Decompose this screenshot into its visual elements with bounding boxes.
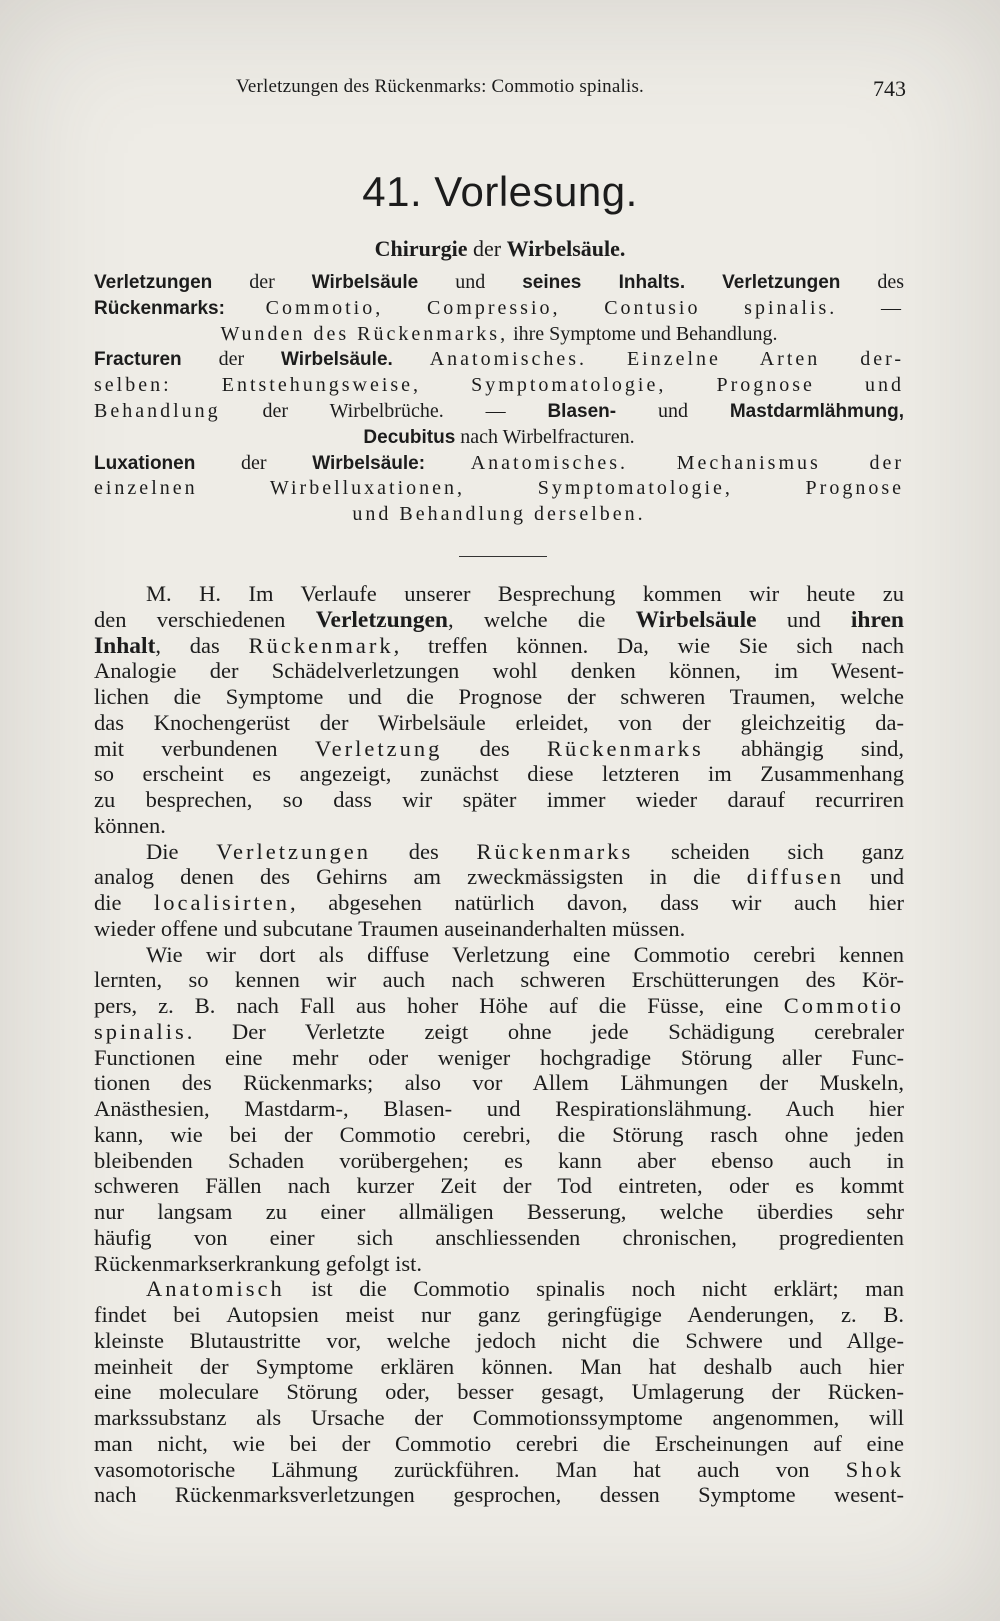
text-line — [94, 890, 904, 916]
summary-text: der Wirbelbrüche. — — [262, 399, 506, 422]
summary-text: Behandlung — [94, 399, 221, 422]
spaced-emphasis: Rückenmark — [248, 632, 394, 658]
summary-text: und Behandlung derselben. — [352, 503, 646, 526]
summary-text: einzelnen Wirbelluxationen, Symptomatologie, Prognose — [94, 477, 904, 500]
text-line: nur langsam zu einer allmäligen Besserung, welche überdies sehr — [94, 1199, 904, 1224]
chapter-summary — [94, 270, 904, 528]
spaced-emphasis: Commotio — [783, 993, 904, 1018]
text-line: kann, wie bei der Commotio cerebri, die Störung rasch ohne jeden — [94, 1121, 904, 1147]
text-run: scheiden sich ganz — [633, 838, 904, 864]
text-run: vasomotorische Lähmung zurückführen. Man hat auch von — [94, 1456, 846, 1482]
emphasis: Inhalt — [94, 632, 156, 659]
text-run: , treffen können. Da, wie Sie sich nach — [393, 632, 904, 658]
emphasis: Verletzungen — [315, 606, 448, 633]
summary-line — [94, 451, 904, 477]
summary-term: Verletzungen — [722, 272, 841, 293]
text-line — [94, 1019, 904, 1045]
summary-line — [94, 270, 904, 296]
text-line — [94, 839, 904, 865]
text-run: analog denen des Gehirns am zweckmässigsten in die — [94, 864, 747, 890]
text-run: Die — [146, 838, 217, 864]
text-run: , abgesehen natürlich davon, dass wir auch hier — [290, 890, 904, 915]
text-run: ist die Commotio spinalis noch nicht erklärt; man — [284, 1276, 904, 1302]
text-line: Rückenmarkserkrankung gefolgt ist. — [94, 1250, 423, 1276]
text-line — [94, 736, 904, 762]
text-run: . Der Verletzte zeigt ohne jede Schädigung cerebraler — [186, 1018, 904, 1044]
text-line — [94, 864, 904, 890]
summary-term: Rückenmarks: — [94, 297, 225, 319]
summary-text: der — [241, 451, 267, 474]
section-divider — [459, 556, 547, 557]
text-line: tionen des Rückenmarks; also vor Allem Lähmungen der Muskeln, — [94, 1070, 904, 1096]
summary-text: der — [218, 348, 245, 371]
summary-term: Verletzungen — [94, 272, 213, 293]
text-line — [94, 1276, 904, 1302]
text-line: kleinste Blutaustritte vor, welche jedoch nicht die Schwere und Allge- — [94, 1327, 904, 1353]
text-line: Functionen eine mehr oder weniger hochgradige Störung aller Func- — [94, 1044, 904, 1070]
text-line: Analogie der Schädelverletzungen wohl denken können, im Wesent- — [94, 658, 904, 684]
summary-text: und — [455, 271, 486, 293]
text-line: schweren Fällen nach kurzer Zeit der Tod eintreten, oder es kommt — [94, 1173, 904, 1199]
emphasis: Wirbelsäule — [635, 606, 757, 633]
text-line: Anästhesien, Mastdarm-, Blasen- und Respirationslähmung. Auch hier — [94, 1096, 904, 1121]
text-line: wieder offene und subcutane Traumen auseinanderhalten müssen. — [94, 915, 686, 941]
summary-line — [94, 502, 904, 528]
summary-line — [94, 373, 904, 399]
text-line: zu besprechen, so dass wir später immer wieder darauf recurriren — [94, 787, 904, 812]
summary-line — [94, 476, 904, 502]
summary-term: Wirbelsäule. — [281, 349, 393, 371]
text-line: meinheit der Symptome erklären können. Man hat deshalb auch hier — [94, 1353, 904, 1379]
text-line: lernten, so kennen wir auch nach schweren Erschütterungen des Kör- — [94, 967, 904, 993]
spaced-emphasis: Shok — [845, 1456, 904, 1482]
text-line — [94, 633, 904, 659]
lecture-body — [94, 581, 904, 1508]
summary-text: Anatomisches. Mechanismus der — [470, 451, 904, 474]
summary-text: des — [877, 271, 905, 293]
summary-text: und — [657, 399, 688, 422]
summary-line — [94, 296, 904, 322]
summary-term: Luxationen — [94, 452, 196, 474]
running-title: Verletzungen des Rückenmarks: Commotio spinalis. — [236, 76, 645, 97]
text-line: das Knochengerüst der Wirbelsäule erleidet, von der gleichzeitig da- — [94, 709, 904, 735]
text-line: findet bei Autopsien meist nur ganz geringfügige Aenderungen, z. B. — [94, 1302, 904, 1327]
summary-text: nach Wirbelfracturen. — [460, 425, 635, 448]
text-line: eine moleculare Störung oder, besser gesagt, Umlagerung der Rücken- — [94, 1379, 904, 1405]
text-run: mit verbundenen — [94, 735, 315, 761]
text-line: bleibenden Schaden vorübergehen; es kann aber ebenso auch in — [94, 1147, 904, 1173]
summary-text: ihre Symptome und Behandlung. — [513, 322, 778, 345]
subtitle-word: Wirbelsäule. — [506, 236, 626, 261]
text-run: , welche die — [447, 606, 636, 632]
lecture-title: 41. Vorlesung. — [362, 168, 638, 215]
summary-text: Wunden des Rückenmarks, — [220, 322, 509, 345]
summary-text: Anatomisches. Einzelne Arten der- — [429, 348, 904, 371]
summary-line — [94, 425, 904, 451]
spaced-emphasis: Verletzung — [314, 735, 443, 761]
subtitle-word: Chirurgie — [374, 236, 468, 261]
text-run: und — [756, 606, 851, 632]
text-line: man nicht, wie bei der Commotio cerebri die Erscheinungen auf eine — [94, 1430, 904, 1456]
summary-line — [94, 322, 904, 348]
summary-term: Fracturen — [94, 349, 182, 371]
spaced-emphasis: Anatomisch — [146, 1276, 285, 1302]
text-run: des — [370, 838, 477, 864]
summary-term: Decubitus — [363, 426, 456, 448]
summary-line — [94, 347, 904, 373]
text-line: M. H. Im Verlaufe unserer Besprechung kommen wir heute zu — [146, 581, 904, 606]
page-number: 743 — [873, 76, 906, 101]
spaced-emphasis: localisirten — [154, 890, 291, 915]
text-line — [94, 1457, 904, 1483]
spaced-emphasis: spinalis — [94, 1018, 187, 1044]
summary-text: der — [249, 271, 275, 293]
summary-term: seines Inhalts. — [522, 272, 686, 293]
text-run: die — [94, 890, 155, 915]
spaced-emphasis: Rückenmarks — [547, 735, 704, 761]
text-run: und — [844, 864, 904, 890]
text-line: häufig von einer sich anschliessenden chronischen, progredienten — [94, 1224, 904, 1250]
running-header — [236, 76, 906, 106]
summary-term: Wirbelsäule: — [312, 452, 426, 474]
summary-term: Mastdarmlähmung, — [729, 400, 905, 422]
text-line: nach Rückenmarksverletzungen gesprochen, dessen Symptome wesent- — [94, 1482, 904, 1508]
summary-text: selben: Entstehungsweise, Symptomatologie, Prognose und — [94, 374, 904, 397]
summary-term: Wirbelsäule — [311, 272, 419, 293]
text-run: pers, z. B. nach Fall aus hoher Höhe auf die Füsse, eine — [94, 993, 784, 1018]
text-line — [94, 607, 904, 633]
subtitle-word: der — [473, 236, 502, 261]
text-line: so erscheint es angezeigt, zunächst diese letzteren im Zusammenhang — [94, 761, 904, 787]
lecture-subtitle — [0, 236, 1000, 262]
text-line: können. — [94, 812, 166, 838]
text-run: abhängig sind, — [703, 735, 904, 761]
emphasis: ihren — [850, 606, 904, 633]
summary-term: Blasen- — [547, 400, 617, 422]
text-run: , das — [155, 632, 249, 658]
text-line: lichen die Symptome und die Prognose der schweren Traumen, welche — [94, 684, 904, 709]
spaced-emphasis: diffusen — [746, 864, 845, 890]
text-run: des — [442, 735, 547, 761]
spaced-emphasis: Verletzungen — [216, 838, 371, 864]
summary-text: Commotio, Compressio, Contusio spinalis. — — [265, 296, 904, 319]
spaced-emphasis: Rückenmarks — [476, 838, 634, 864]
text-line: markssubstanz als Ursache der Commotionssymptome angenommen, will — [94, 1405, 904, 1430]
text-line: Wie wir dort als diffuse Verletzung eine Commotio cerebri kennen — [146, 941, 904, 967]
text-line — [94, 993, 904, 1019]
summary-line — [94, 399, 904, 425]
text-run: den verschiedenen — [94, 606, 316, 632]
